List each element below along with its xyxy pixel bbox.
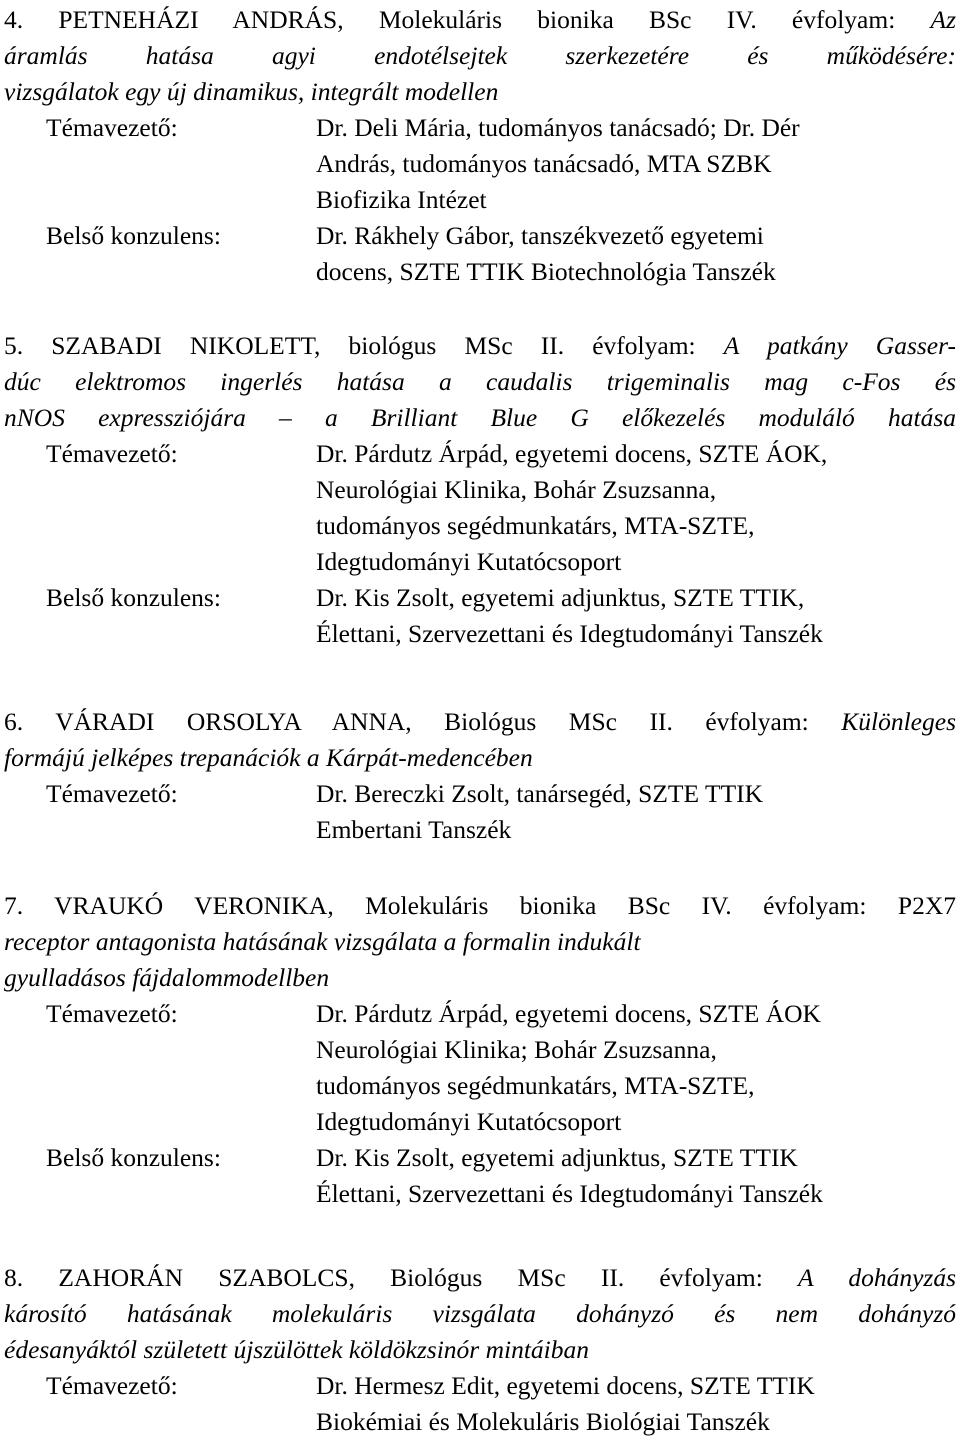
thesis-title-line: vizsgálatok egy új dinamikus, integrált modellen xyxy=(4,77,499,106)
supervisor-line: Dr. Párdutz Árpád, egyetemi docens, SZTE ÁOK, xyxy=(316,439,828,468)
entry-heading-line xyxy=(4,704,956,740)
thesis-title-line: Az xyxy=(930,5,957,34)
entry-heading-line xyxy=(4,2,956,38)
consultant-line: Dr. Kis Zsolt, egyetemi adjunktus, SZTE TTIK, xyxy=(316,583,805,612)
consultant-line: Dr. Kis Zsolt, egyetemi adjunktus, SZTE TTIK xyxy=(316,1143,798,1172)
supervisor-label: Témavezető: xyxy=(46,113,178,142)
supervisor-line: Dr. Párdutz Árpád, egyetemi docens, SZTE ÁOK xyxy=(316,999,821,1028)
supervisor-line: Neurológiai Klinika, Bohár Zsuzsanna, xyxy=(316,475,717,504)
thesis-title-line: receptor antagonista hatásának vizsgálata a formalin indukált xyxy=(4,927,641,956)
consultant-line: Élettani, Szervezettani és Idegtudományi Tanszék xyxy=(316,619,823,648)
supervisor-label: Témavezető: xyxy=(46,999,178,1028)
consultant-label: Belső konzulens: xyxy=(46,221,221,250)
supervisor-line: Idegtudományi Kutatócsoport xyxy=(316,1107,622,1136)
thesis-title-line: dúc elektromos ingerlés hatása a caudalis trigeminalis mag c-Fos és xyxy=(4,367,956,396)
program: , biológus MSc II. évfolyam: xyxy=(314,331,724,360)
student-name: ZAHORÁN SZABOLCS xyxy=(58,1263,349,1292)
supervisor-line: Embertani Tanszék xyxy=(316,815,512,844)
thesis-title-line: P2X7 xyxy=(897,891,957,920)
supervisor-line: Biofizika Intézet xyxy=(316,185,487,214)
consultant-line: docens, SZTE TTIK Biotechnológia Tanszék xyxy=(316,257,776,286)
supervisor-line: Dr. Hermesz Edit, egyetemi docens, SZTE TTIK xyxy=(316,1371,815,1400)
entry-number: 8. xyxy=(4,1263,24,1292)
thesis-title-line: áramlás hatása agyi endotélsejtek szerkezetére és működésére: xyxy=(4,41,956,70)
thesis-title-line: édesanyáktól született újszülöttek köldökzsinór mintáiban xyxy=(4,1335,590,1364)
program: , Biológus MSc II. évfolyam: xyxy=(348,1263,799,1292)
thesis-title-line: formájú jelképes trepanációk a Kárpát-medencében xyxy=(4,743,533,772)
supervisor-label: Témavezető: xyxy=(46,439,178,468)
entry-number: 6. xyxy=(4,707,24,736)
student-name: SZABADI NIKOLETT xyxy=(51,331,315,360)
supervisor-line: Biokémiai és Molekuláris Biológiai Tanszék xyxy=(316,1407,770,1436)
student-name: VÁRADI ORSOLYA ANNA xyxy=(55,707,406,736)
consultant-line: Dr. Rákhely Gábor, tanszékvezető egyetemi xyxy=(316,221,764,250)
supervisor-label: Témavezető: xyxy=(46,1371,178,1400)
consultant-line: Élettani, Szervezettani és Idegtudományi Tanszék xyxy=(316,1179,823,1208)
entry-number: 5. xyxy=(4,331,24,360)
supervisor-line: András, tudományos tanácsadó, MTA SZBK xyxy=(316,149,772,178)
supervisor-label: Témavezető: xyxy=(46,779,178,808)
student-name: VRAUKÓ VERONIKA xyxy=(54,891,328,920)
thesis-title-line: károsító hatásának molekuláris vizsgálata dohányzó és nem dohányzó xyxy=(4,1299,956,1328)
entry-number: 4. xyxy=(4,5,24,34)
supervisor-line: tudományos segédmunkatárs, MTA-SZTE, xyxy=(316,1071,755,1100)
entry-heading-line xyxy=(4,1260,956,1296)
supervisor-line: Dr. Deli Mária, tudományos tanácsadó; Dr. Dér xyxy=(316,113,800,142)
thesis-title-line: A dohányzás xyxy=(798,1263,957,1292)
supervisor-line: tudományos segédmunkatárs, MTA-SZTE, xyxy=(316,511,755,540)
student-name: PETNEHÁZI ANDRÁS xyxy=(58,5,338,34)
entry-heading-line xyxy=(4,328,956,364)
consultant-label: Belső konzulens: xyxy=(46,1143,221,1172)
supervisor-line: Neurológiai Klinika; Bohár Zsuzsanna, xyxy=(316,1035,717,1064)
thesis-title-line: gyulladásos fájdalommodellben xyxy=(4,963,330,992)
supervisor-line: Idegtudományi Kutatócsoport xyxy=(316,547,622,576)
entry-number: 7. xyxy=(4,891,24,920)
thesis-title-line: nNOS expressziójára – a Brilliant Blue G előkezelés moduláló hatása xyxy=(4,403,956,432)
consultant-label: Belső konzulens: xyxy=(46,583,221,612)
program: , Molekuláris bionika BSc IV. évfolyam: xyxy=(337,5,931,34)
thesis-title-line: A patkány Gasser- xyxy=(723,331,957,360)
entry-heading-line xyxy=(4,888,956,924)
program: , Biológus MSc II. évfolyam: xyxy=(405,707,842,736)
program: , Molekuláris bionika BSc IV. évfolyam: xyxy=(327,891,898,920)
thesis-title-line: Különleges xyxy=(841,707,956,736)
supervisor-line: Dr. Bereczki Zsolt, tanársegéd, SZTE TTIK xyxy=(316,779,764,808)
